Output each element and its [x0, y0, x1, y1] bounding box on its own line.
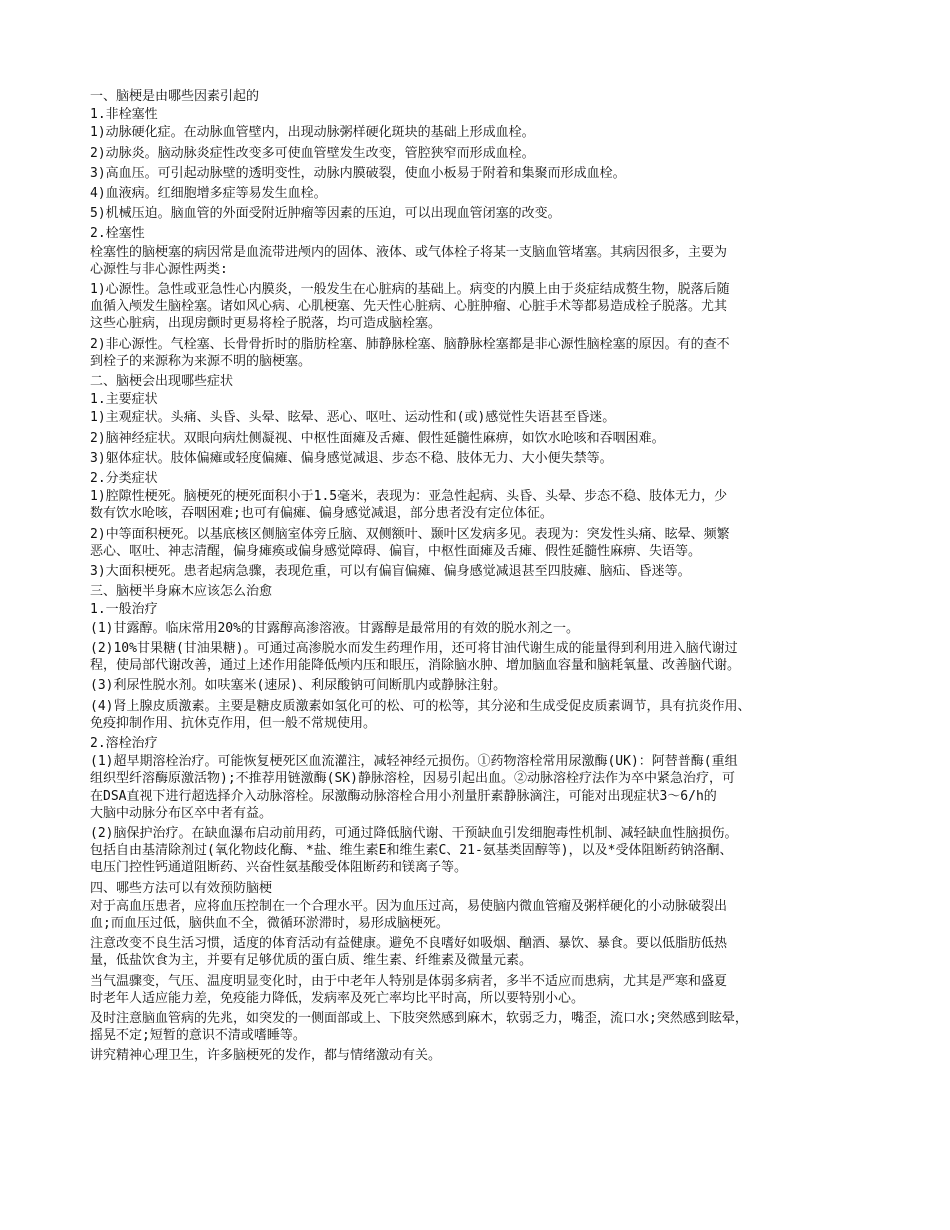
- paragraph: 2)中等面积梗死。以基底核区侧脑室体旁丘脑、双侧额叶、颞叶区发病多见。表现为：突发性头痛、眩晕、频繁 恶心、呕吐、神志清醒，偏身瘫痪或偏身感觉障碍、偏盲，中枢性面瘫及舌瘫、假性延髓性麻痹、失语等。: [90, 526, 730, 559]
- paragraph: 4)血液病。红细胞增多症等易发生血栓。: [90, 186, 327, 202]
- paragraph: 及时注意脑血管病的先兆，如突发的一侧面部或上、下肢突然感到麻木，软弱乏力，嘴歪，流口水;突然感到眩晕， 摇晃不定;短暂的意识不清或嗜睡等。: [90, 1010, 748, 1044]
- paragraph: 1)心源性。急性或亚急性心内膜炎，一般发生在心脏病的基础上。病变的内膜上由于炎症结成赘生物，脱落后随 血循入颅发生脑栓塞。诸如风心病、心肌梗塞、先天性心脏病、心脏肿瘤、心脏手术等都易造成栓子脱落。尤其 这些心脏病，出现房颤时更易将栓子脱落，均可造成脑栓塞。: [90, 282, 730, 332]
- section-heading: 二、脑梗会出现哪些症状: [90, 374, 234, 390]
- document-body: [90, 88, 862, 1068]
- paragraph: 1)主观症状。头痛、头昏、头晕、眩晕、恶心、呕吐、运动性和(或)感觉性失语甚至昏迷。: [90, 410, 616, 426]
- paragraph: 1)腔隙性梗死。脑梗死的梗死面积小于1.5毫米，表现为：亚急性起病、头昏、头晕、步态不稳、肢体无力，少 数有饮水呛咳，吞咽困难;也可有偏瘫、偏身感觉减退，部分患者没有定位体征。: [90, 489, 728, 522]
- section-heading: 一、脑梗是由哪些因素引起的: [90, 89, 260, 104]
- subsection-heading: 1.非栓塞性: [90, 107, 158, 123]
- paragraph: (4)肾上腺皮质激素。主要是糖皮质激素如氢化可的松、可的松等，其分泌和生成受促皮质素调节，具有抗炎作用、 免疫抑制作用、抗休克作用，但一般不常规使用。: [90, 698, 751, 731]
- subsection-heading: 1.主要症状: [90, 392, 158, 408]
- subsection-heading: 2.分类症状: [90, 471, 158, 487]
- paragraph: (2)10%甘果糖(甘油果糖)。可通过高渗脱水而发生药理作用，还可将甘油代谢生成的能量得到利用进入脑代谢过 程，使局部代谢改善，通过上述作用能降低颅内压和眼压，消除脑水肿、增加脑血容量和脑耗氧量、改善脑代谢。: [90, 640, 741, 674]
- paragraph: 2)脑神经症状。双眼向病灶侧凝视、中枢性面瘫及舌瘫、假性延髓性麻痹，如饮水呛咳和吞咽困难。: [90, 430, 665, 446]
- paragraph: 2)非心源性。气栓塞、长骨骨折时的脂肪栓塞、肺静脉栓塞、脑静脉栓塞都是非心源性脑栓塞的原因。有的查不 到栓子的来源称为来源不明的脑梗塞。: [90, 336, 730, 369]
- paragraph: (1)超早期溶栓治疗。可能恢复梗死区血流灌注，减轻神经元损伤。①药物溶栓常用尿激酶(UK)：阿替普酶(重组 组织型纤溶酶原激活物);不推荐用链激酶(SK)静脉溶栓，因易引起出血。②动脉溶栓疗法作为卒中紧急治疗，可 在DSA直视下进行超选择介入动脉溶栓。尿激酶动脉溶栓合用小剂量肝素静脉滴注，可能对出现症状3～6/h的 大脑中动脉分布区卒中者有益。: [90, 754, 738, 821]
- section-heading: 三、脑梗半身麻木应该怎么治愈: [90, 584, 273, 600]
- paragraph: 注意改变不良生活习惯，适度的体育活动有益健康。避免不良嗜好如吸烟、酗酒、暴饮、暴食。要以低脂肪低热 量，低盐饮食为主，并要有足够优质的蛋白质、维生素、纤维素及微量元素。: [90, 936, 728, 969]
- subsection-heading: 2.溶栓治疗: [90, 735, 158, 751]
- paragraph: (2)脑保护治疗。在缺血瀑布启动前用药，可通过降低脑代谢、干预缺血引发细胞毒性机制、减轻缺血性脑损伤。 包括自由基清除剂过(氧化物歧化酶、*盐、维生素E和维生素C、21-氨基类固醇等)，以及*受体阻断药钠洛酮、 电压门控性钙通道阻断药、兴奋性氨基酸受体阻断药和镁离子等。: [90, 825, 738, 876]
- section-heading: 四、哪些方法可以有效预防脑梗: [90, 880, 273, 896]
- paragraph: 3)大面积梗死。患者起病急骤，表现危重，可以有偏盲偏瘫、偏身感觉减退甚至四肢瘫、脑疝、昏迷等。: [90, 564, 691, 580]
- paragraph: 对于高血压患者，应将血压控制在一个合理水平。因为血压过高，易使脑内微血管瘤及粥样硬化的小动脉破裂出 血;而血压过低，脑供血不全，微循环淤滞时，易形成脑梗死。: [90, 898, 728, 931]
- paragraph: 5)机械压迫。脑血管的外面受附近肿瘤等因素的压迫，可以出现血管闭塞的改变。: [90, 206, 561, 222]
- paragraph: (3)利尿性脱水剂。如呋塞米(速尿)、利尿酸钠可间断肌内或静脉注射。: [90, 678, 507, 694]
- paragraph: (1)甘露醇。临床常用20%的甘露醇高渗溶液。甘露醇是最常用的有效的脱水剂之一。: [90, 620, 579, 636]
- paragraph: 栓塞性的脑梗塞的病因常是血流带进颅内的固体、液体、或气体栓子将某一支脑血管堵塞。其病因很多，主要为 心源性与非心源性两类:: [90, 244, 728, 277]
- paragraph: 1)动脉硬化症。在动脉血管壁内，出现动脉粥样硬化斑块的基础上形成血栓。: [90, 125, 535, 141]
- paragraph: 2)动脉炎。脑动脉炎症性改变多可使血管壁发生改变，管腔狭窄而形成血栓。: [90, 145, 535, 161]
- paragraph: 讲究精神心理卫生，许多脑梗死的发作，都与情绪激动有关。: [90, 1048, 442, 1064]
- subsection-heading: 1.一般治疗: [90, 602, 158, 618]
- paragraph: 3)躯体症状。肢体偏瘫或轻度偏瘫、偏身感觉减退、步态不稳、肢体无力、大小便失禁等。: [90, 450, 613, 466]
- subsection-heading: 2.栓塞性: [90, 226, 145, 242]
- paragraph: 3)高血压。可引起动脉壁的透明变性，动脉内膜破裂，使血小板易于附着和集聚而形成血栓。: [90, 165, 626, 181]
- paragraph: 当气温骤变，气压、温度明显变化时，由于中老年人特别是体弱多病者，多半不适应而患病，尤其是严寒和盛夏 时老年人适应能力差，免疫能力降低，发病率及死亡率均比平时高，所以要特别小心。: [90, 973, 728, 1006]
